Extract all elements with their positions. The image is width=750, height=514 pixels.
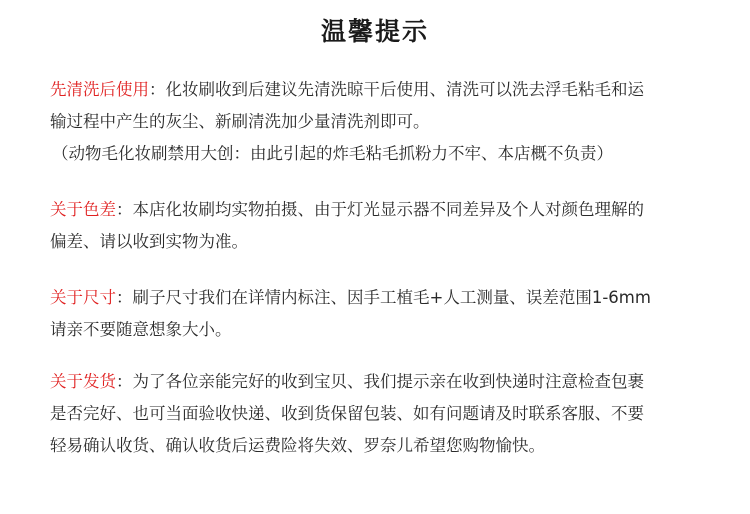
section-text: 是否完好、也可当面验收快递、收到货保留包装、如有问题请及时联系客服、不要 — [50, 404, 644, 423]
section-clean-before-use — [50, 74, 710, 170]
section-note: （动物毛化妆刷禁用大创：由此引起的炸毛粘毛抓粉力不牢、本店概不负责） — [52, 144, 613, 163]
section-size — [50, 282, 710, 346]
section-text: ：本店化妆刷均实物拍摄、由于灯光显示器不同差异及个人对颜色理解的 — [116, 200, 644, 219]
section-text: 轻易确认收货、确认收货后运费险将失效、罗奈儿希望您购物愉快。 — [50, 436, 545, 455]
section-line — [50, 366, 710, 398]
section-shipping — [50, 366, 710, 462]
section-text: ：刷子尺寸我们在详情内标注、因手工植毛+人工测量、误差范围1-6mm — [116, 288, 651, 307]
page-title: 温馨提示 — [320, 17, 429, 46]
section-label: 关于发货 — [50, 372, 116, 391]
section-text: 输过程中产生的灰尘、新刷清洗加少量清洗剂即可。 — [50, 112, 430, 131]
section-line — [50, 194, 710, 226]
section-line — [50, 282, 710, 314]
section-text: 偏差、请以收到实物为准。 — [50, 232, 248, 251]
section-text: ：为了各位亲能完好的收到宝贝、我们提示亲在收到快递时注意检查包裹 — [116, 372, 644, 391]
section-color-difference — [50, 194, 710, 258]
section-text: ：化妆刷收到后建议先清洗晾干后使用、清洗可以洗去浮毛粘毛和运 — [149, 80, 644, 99]
section-line — [50, 74, 710, 106]
section-label: 关于尺寸 — [50, 288, 116, 307]
section-label: 关于色差 — [50, 200, 116, 219]
section-label: 先清洗后使用 — [50, 80, 149, 99]
section-text: 请亲不要随意想象大小。 — [50, 320, 232, 339]
